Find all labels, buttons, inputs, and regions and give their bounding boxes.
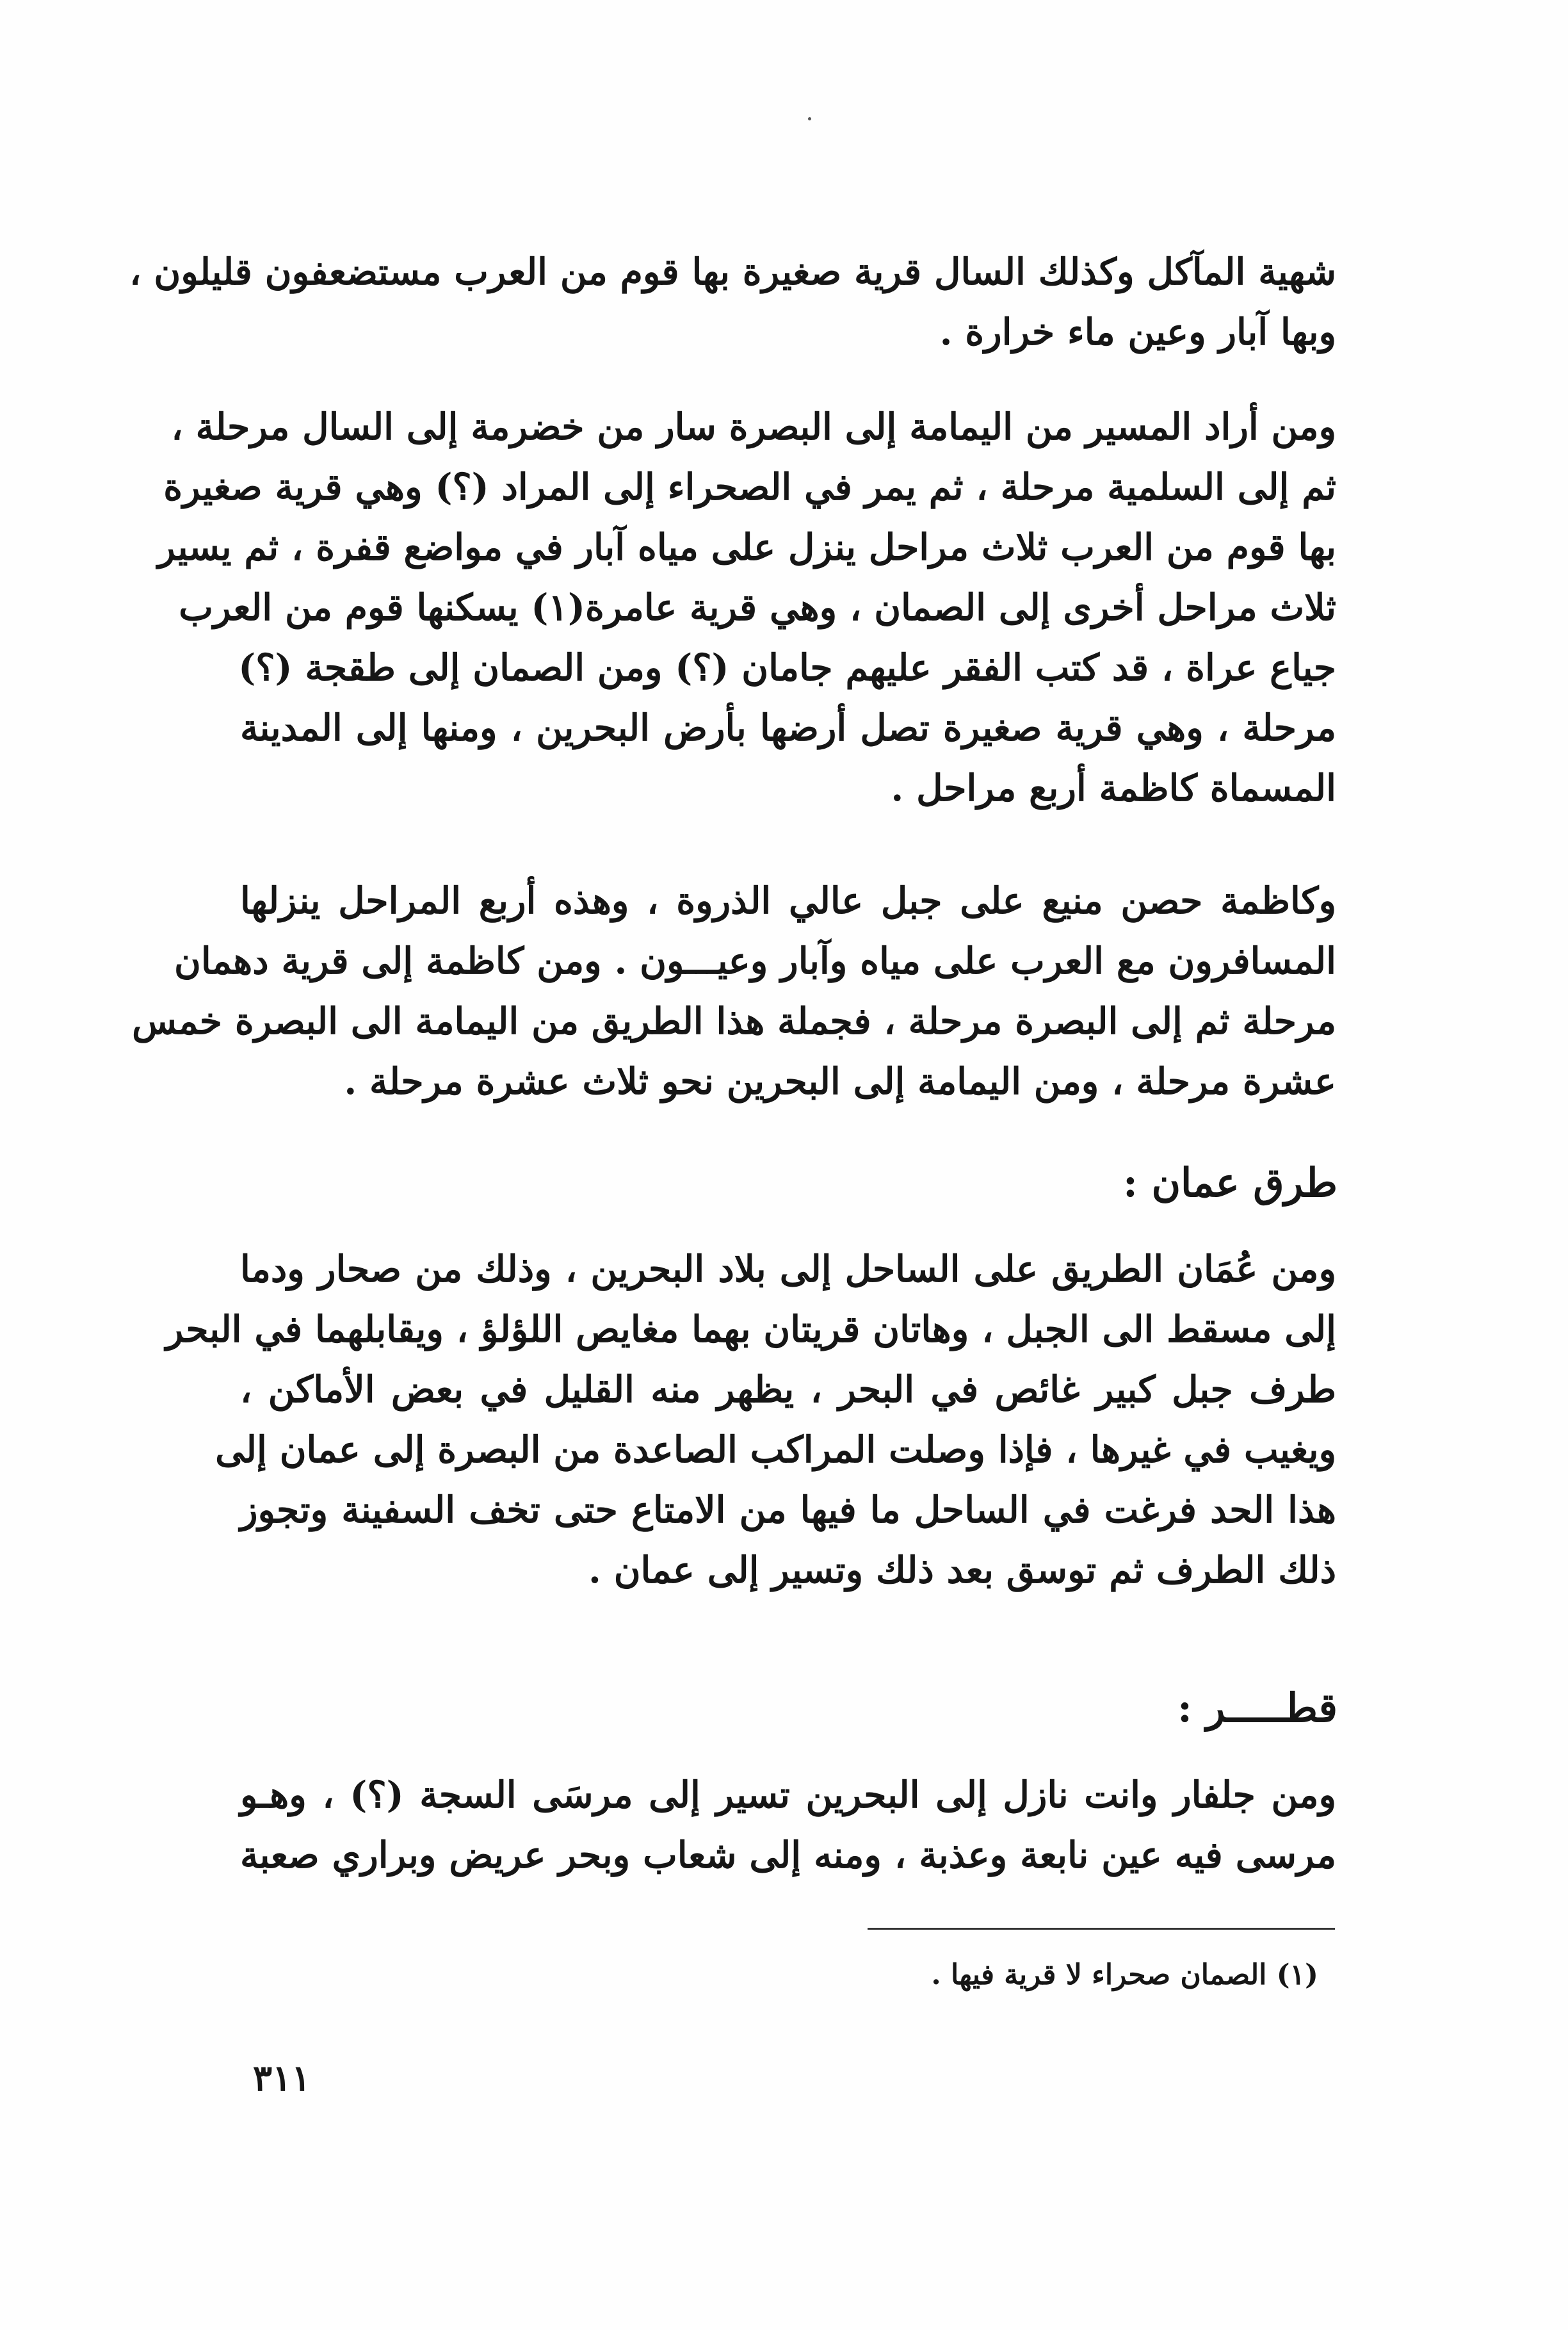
text-line: مرحلة ثم إلى البصرة مرحلة ، فجملة هذا الطريق من اليمامة الى البصرة خمس [132, 1000, 1336, 1043]
text-line: عشرة مرحلة ، ومن اليمامة إلى البحرين نحو ثلاث عشرة مرحلة . [344, 1060, 1336, 1103]
text-line: المسماة كاظمة أربع مراحل . [891, 767, 1336, 810]
text-line: طرف جبل كبير غائص في البحر ، يظهر منه القليل في بعض الأماكن ، [240, 1368, 1336, 1411]
ink-speck [808, 117, 811, 120]
text-line: ومن عُمَان الطريق على الساحل إلى بلاد البحرين ، وذلك من صحار ودما [240, 1248, 1336, 1291]
text-line: ذلك الطرف ثم توسق بعد ذلك وتسير إلى عمان . [588, 1549, 1336, 1592]
section-heading-qatar: قطـــــر : [1177, 1684, 1338, 1731]
text-line: ويغيب في غيرها ، فإذا وصلت المراكب الصاعدة من البصرة إلى عمان إلى [215, 1428, 1336, 1471]
paragraph-3 [132, 871, 1336, 1112]
text-line: شهية المآكل وكذلك السال قرية صغيرة بها قوم من العرب مستضعفون قليلون ، [129, 250, 1336, 293]
text-line: وبها آبار وعين ماء خرارة . [939, 311, 1336, 354]
text-line: ثلاث مراحل أخرى إلى الصمان ، وهي قرية عامرة(١) يسكنها قوم من العرب [179, 586, 1336, 629]
paragraph-4 [165, 1239, 1336, 1601]
text-line: المسافرون مع العرب على مياه وآبار وعيـــون . ومن كاظمة إلى قرية دهمان [174, 940, 1336, 982]
text-line: وكاظمة حصن منيع على جبل عالي الذروة ، وهذه أربع المراحل ينزلها [240, 879, 1336, 922]
text-line: إلى مسقط الى الجبل ، وهاتان قريتان بهما مغايص اللؤلؤ ، ويقابلهما في البحر [165, 1308, 1336, 1351]
paragraph-5 [240, 1765, 1336, 1886]
footnote: (١) الصمان صحراء لا قرية فيها . [931, 1959, 1318, 1991]
paragraph-1 [129, 242, 1336, 363]
section-heading-oman-roads: طرق عمان : [1123, 1159, 1338, 1206]
text-line: هذا الحد فرغت في الساحل ما فيها من الامتاع حتى تخف السفينة وتجوز [240, 1488, 1336, 1531]
text-line: جياع عراة ، قد كتب الفقر عليهم جامان (؟) ومن الصمان إلى طقجة (؟) [238, 646, 1336, 689]
text-line: مرسى فيه عين نابعة وعذبة ، ومنه إلى شعاب وبحر عريض وبراري صعبة [240, 1834, 1336, 1877]
text-line: مرحلة ، وهي قرية صغيرة تصل أرضها بأرض البحرين ، ومنها إلى المدينة [240, 706, 1336, 749]
page-number: ٣١١ [253, 2057, 311, 2099]
paragraph-2 [158, 397, 1336, 819]
text-line: ومن أراد المسير من اليمامة إلى البصرة سار من خضرمة إلى السال مرحلة ، [171, 405, 1336, 448]
text-line: ثم إلى السلمية مرحلة ، ثم يمر في الصحراء إلى المراد (؟) وهي قرية صغيرة [163, 466, 1336, 509]
text-line: بها قوم من العرب ثلاث مراحل ينزل على مياه آبار في مواضع قفرة ، ثم يسير [158, 526, 1336, 569]
footnote-rule [868, 1928, 1335, 1930]
text-line: ومن جلفار وانت نازل إلى البحرين تسير إلى مرسَى السجة (؟) ، وهـو [240, 1773, 1336, 1816]
